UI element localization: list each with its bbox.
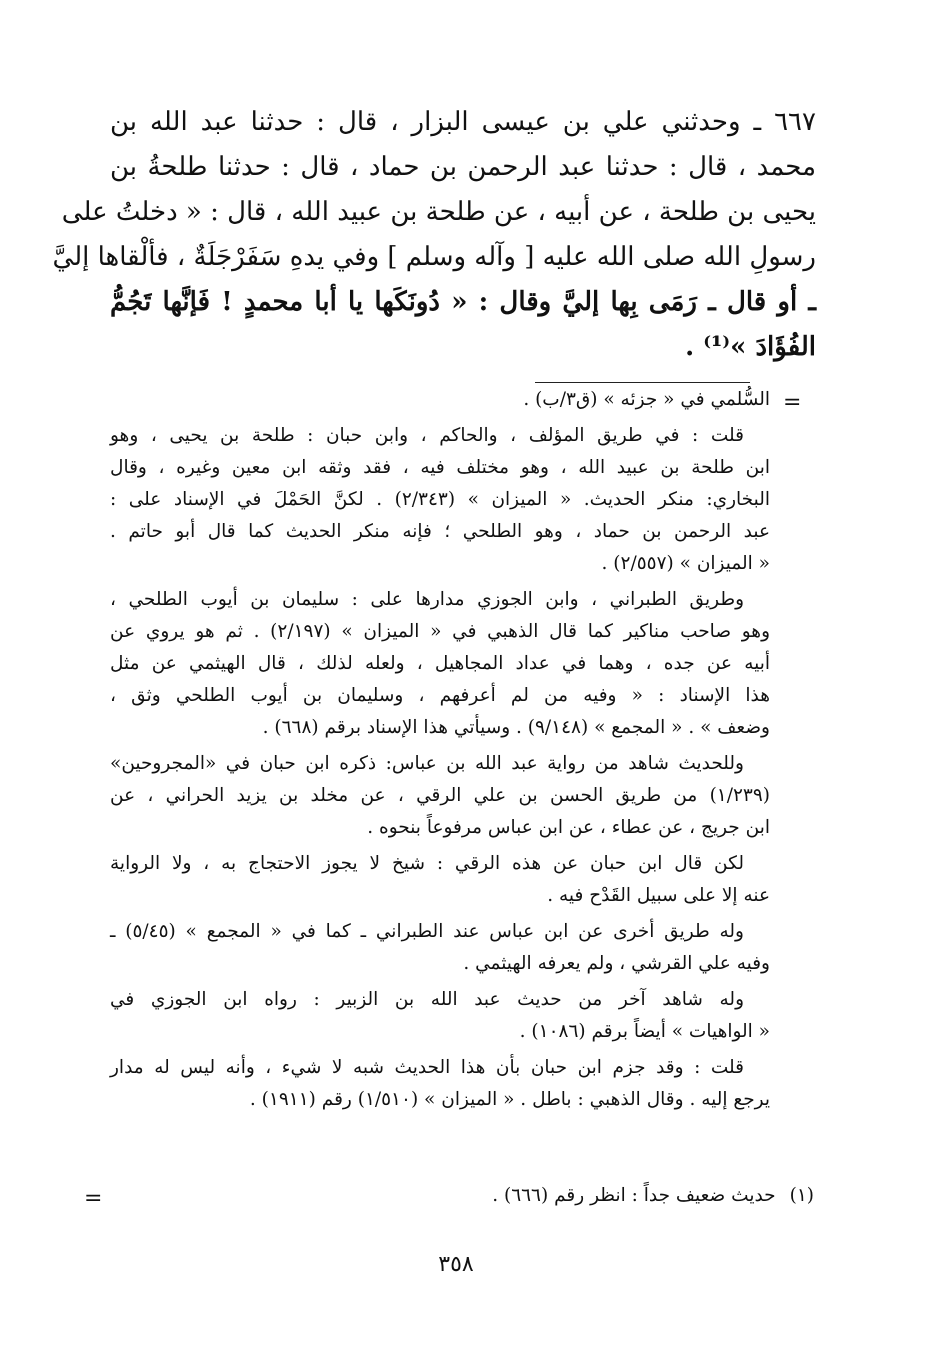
- footnote-divider: [535, 382, 750, 383]
- footnote-line: قلت : في طريق المؤلف ، والحاكم ، وابن حبان : طلحة بن يحيى ، وهو: [110, 425, 744, 446]
- footnote-line: هذا الإسناد : « وفيه من لم أعرفهم ، وسليمان بن أيوب الطلحي وثق ،: [110, 685, 770, 706]
- footnote-line: وللحديث شاهد من رواية عبد الله بن عباس: ذكره ابن حبان في «المجروحين»: [110, 753, 744, 774]
- footnote-line: وهو صاحب مناكير كما قال الذهبي في « الميزان » (٢/١٩٧) . ثم هو يروي عن: [110, 621, 770, 642]
- footnote-paragraph: [110, 1052, 770, 1116]
- end-marker: =: [84, 1186, 103, 1211]
- hadith-line: ٦٦٧ ـ وحدثني علي بن عيسى البزار ، قال : حدثنا عبد الله بن: [110, 107, 816, 137]
- footnote-line: أبيه عن جده ، وهما في عداد المجاهيل ، ولعله لذلك ، قال الهيثمي عن مثل: [110, 653, 770, 674]
- footnote-line: ابن جريج ، عن عطاء ، عن ابن عباس مرفوعاً بنحوه .: [367, 817, 770, 838]
- page-number: ٣٥٨: [438, 1252, 474, 1277]
- footnote-line: البخاري: منكر الحديث. « الميزان » (٢/٣٤٣) . لكنَّ الحَمْلَ في الإسناد على :: [110, 489, 770, 510]
- footnotes-block: [110, 384, 770, 1116]
- footnote-line: « الميزان » (٢/٥٥٧) .: [601, 553, 770, 574]
- hadith-line: رسولِ الله صلى الله عليه [ وآله وسلم ] وفي يدهِ سَفَرْجَلَةٌ ، فألْقاها إليَّ: [52, 242, 816, 272]
- hadith-line: يحيى بن طلحة ، عن أبيه ، عن طلحة بن عبيد الله ، قال : « دخلتُ على: [61, 197, 816, 227]
- footnote-line: ابن طلحة بن عبيد الله ، وهو مختلف فيه ، فقد وثقه ابن معين وغيره ، وقال: [110, 457, 770, 478]
- footnote-paragraph: [110, 984, 770, 1048]
- footnote-line: لكن قال ابن حبان عن هذه الرقي : شيخ لا يجوز الاحتجاج به ، ولا الرواية: [110, 853, 744, 874]
- hadith-line: ـ أو قال ـ رَمَى بِها إليَّ وقال : « دُونَكَها يا أبا محمدٍ ! فَإنَّها تَجُمُّ: [110, 287, 816, 317]
- footnote-number: (١): [789, 1185, 814, 1206]
- hadith-line: الفُؤَادَ »⁽¹⁾ .: [685, 332, 816, 362]
- footnote-line: عبد الرحمن بن حماد ، وهو الطلحي ؛ فإنه منكر الحديث كما قال أبو حاتم .: [110, 521, 770, 542]
- footnote-line: يرجع إليه . وقال الذهبي : باطل . « الميزان » (١/٥١٠) رقم (١٩١١) .: [249, 1089, 770, 1110]
- footnote-paragraph: [110, 916, 770, 980]
- footnote-line: (١/٢٣٩) من طريق الحسن بن علي الرقي ، عن مخلد بن يزيد الحراني ، عن: [110, 785, 770, 806]
- footnote-paragraph: [110, 748, 770, 844]
- footnote-1: [110, 1180, 814, 1212]
- footnote-line: « الواهيات » أيضاً برقم (١٠٨٦) .: [519, 1021, 770, 1042]
- footnote-line: وله شاهد آخر من حديث عبد الله بن الزبير : رواه ابن الجوزي في: [110, 989, 744, 1010]
- hadith-text: [52, 100, 816, 370]
- footnote-line: وفيه علي القرشي ، ولم يعرفه الهيثمي .: [463, 953, 770, 974]
- hadith-line: محمد ، قال : حدثنا عبد الرحمن بن حماد ، قال : حدثنا طلحةُ بن: [110, 152, 816, 182]
- footnote-paragraph: [110, 420, 770, 580]
- footnote-line: عنه إلا على سبيل القَدْح فيه .: [547, 885, 770, 906]
- footnote-paragraph: [110, 584, 770, 744]
- footnote-line: السُّلمي في « جزئه » (ق٣/ب) .: [523, 389, 770, 410]
- footnote-line: وطريق الطبراني ، وابن الجوزي مدارها على : سليمان بن أيوب الطلحي ،: [110, 589, 744, 610]
- footnote-paragraph: [110, 848, 770, 912]
- footnote-line: وضعف » . « المجمع » (٩/١٤٨) . وسيأتي هذا الإسناد برقم (٦٦٨) .: [262, 717, 770, 738]
- footnote-line: قلت : وقد جزم ابن حبان بأن هذا الحديث شبه لا شيء ، وأنه ليس له مدار: [110, 1057, 744, 1078]
- continuation-marker: =: [783, 390, 802, 415]
- footnote-line: وله طريق أخرى عن ابن عباس عند الطبراني ـ كما في « المجمع » (٥/٤٥) ـ: [110, 921, 744, 942]
- footnote-text: حديث ضعيف جداً : انظر رقم (٦٦٦) .: [492, 1185, 776, 1206]
